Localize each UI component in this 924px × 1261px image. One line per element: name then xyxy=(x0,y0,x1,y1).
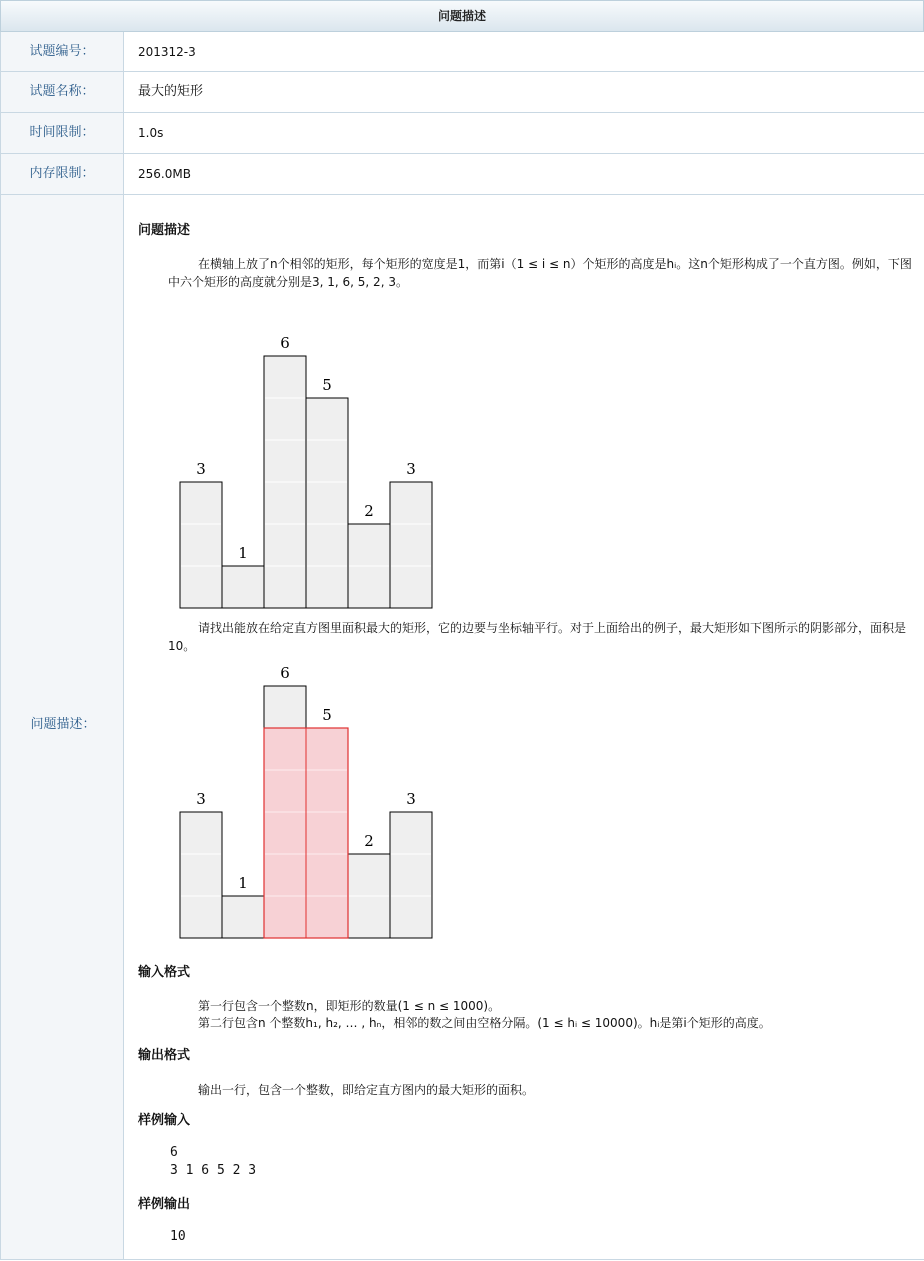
bar-6 xyxy=(390,812,432,938)
bar-label-1: 3 xyxy=(196,790,206,808)
histogram-max-rect-chart xyxy=(170,655,450,945)
label-problem-id: 试题编号： xyxy=(0,32,124,72)
bar-2 xyxy=(222,896,264,938)
value-problem-name: 最大的矩形 xyxy=(138,84,204,99)
bar-label-5: 2 xyxy=(364,832,374,850)
label-time-limit: 时间限制： xyxy=(0,113,124,153)
bar-6 xyxy=(390,482,432,608)
bar-label-6: 3 xyxy=(406,790,416,808)
bar-label-4: 5 xyxy=(322,376,332,394)
bar-1 xyxy=(180,482,222,608)
input-line-1: 第一行包含一个整数n，即矩形的数量(1 ≤ n ≤ 1000)。 xyxy=(198,999,501,1013)
bar-label-1: 3 xyxy=(196,460,206,478)
heading-sample-output: 样例输出 xyxy=(138,1197,191,1212)
input-line-2: 第二行包含n 个整数h₁, h₂, … , hₙ，相邻的数之间由空格分隔。(1 ≤ hᵢ ≤ 10000)。hᵢ是第i个矩形的高度。 xyxy=(198,1016,771,1030)
heading-sample-input: 样例输入 xyxy=(138,1113,191,1128)
label-description: 问题描述： xyxy=(30,717,96,732)
bar-4 xyxy=(306,398,348,608)
page-header: 问题描述 xyxy=(0,0,924,32)
row-time-limit xyxy=(0,113,924,153)
value-memory-limit: 256.0MB xyxy=(138,167,191,181)
row-memory-limit xyxy=(0,154,924,194)
row-problem-id xyxy=(0,32,924,72)
value-problem-id: 201312-3 xyxy=(138,45,196,59)
label-problem-name: 试题名称： xyxy=(0,72,124,112)
sample-input-line-2: 3 1 6 5 2 3 xyxy=(170,1163,257,1178)
bar-label-3: 6 xyxy=(280,664,290,682)
sample-input-line-1: 6 xyxy=(170,1145,178,1160)
bar-label-2: 1 xyxy=(238,874,248,892)
output-line: 输出一行，包含一个整数，即给定直方图内的最大矩形的面积。 xyxy=(198,1083,535,1097)
row-problem-name xyxy=(0,72,924,112)
value-time-limit: 1.0s xyxy=(138,126,164,140)
heading-output-format: 输出格式 xyxy=(138,1048,191,1063)
bar-label-3: 6 xyxy=(280,334,290,352)
row-description xyxy=(0,195,924,1259)
para-task: 请找出能放在给定直方图里面积最大的矩形，它的边要与坐标轴平行。对于上面给出的例子，最大矩形如下图所示的阴影部分，面积是10。 xyxy=(168,621,907,653)
bar-label-2: 1 xyxy=(238,544,248,562)
bar-2 xyxy=(222,566,264,608)
histogram-chart xyxy=(170,325,450,615)
label-description-cell xyxy=(0,195,124,1259)
divider xyxy=(0,1259,924,1260)
bar-label-6: 3 xyxy=(406,460,416,478)
bar-1 xyxy=(180,812,222,938)
bar-label-5: 2 xyxy=(364,502,374,520)
bar-label-4: 5 xyxy=(322,706,332,724)
para-intro: 在横轴上放了n个相邻的矩形，每个矩形的宽度是1，而第i（1 ≤ i ≤ n）个矩形的高度是hᵢ。这n个矩形构成了一个直方图。例如，下图中六个矩形的高度就分别是3, 1, 6, 5, 2, 3。 xyxy=(168,257,912,289)
sample-output-line: 10 xyxy=(170,1229,186,1244)
heading-description: 问题描述 xyxy=(138,223,191,238)
label-memory-limit: 内存限制： xyxy=(0,154,124,194)
heading-input-format: 输入格式 xyxy=(138,965,191,980)
